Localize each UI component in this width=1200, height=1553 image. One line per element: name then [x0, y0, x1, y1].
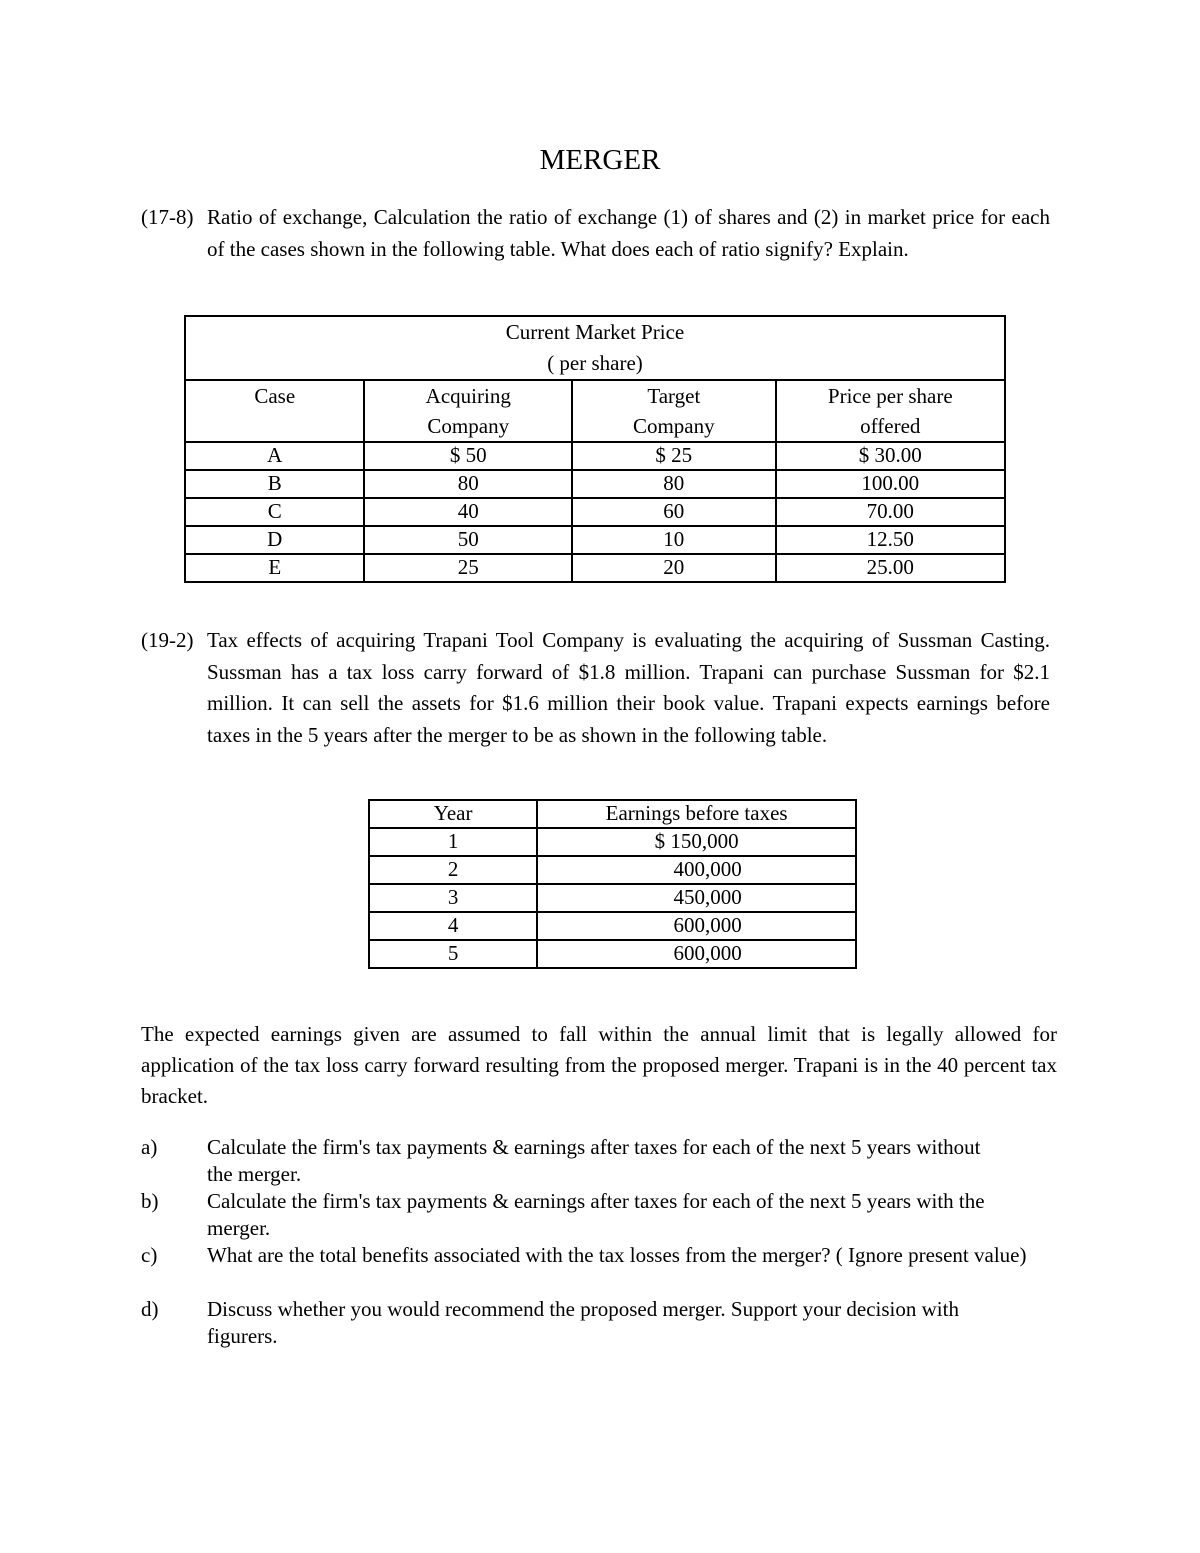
table-cell: 80 [364, 470, 572, 498]
table-cell: 10 [572, 526, 776, 554]
table-cell: 50 [364, 526, 572, 554]
header-line: Target [647, 384, 701, 408]
table-group-header [185, 316, 1005, 380]
table-row [369, 856, 856, 884]
table-cell: 2 [369, 856, 537, 884]
table-cell: 4 [369, 912, 537, 940]
table-cell: 20 [572, 554, 776, 582]
table-row [369, 912, 856, 940]
question-label: b) [141, 1189, 159, 1213]
table-cell: A [185, 442, 364, 470]
table-row [369, 828, 856, 856]
earnings-table [368, 799, 857, 969]
table-cell: 40 [364, 498, 572, 526]
table-cell: C [185, 498, 364, 526]
question-d [141, 1296, 1041, 1350]
table-cell: 5 [369, 940, 537, 968]
column-header: Earnings before taxes [537, 800, 856, 828]
group-header-line2: ( per share) [547, 351, 643, 375]
problem-number: (17-8) [141, 205, 194, 229]
table-cell: 100.00 [776, 470, 1005, 498]
table-cell: D [185, 526, 364, 554]
question-text: Calculate the firm's tax payments & earnings after taxes for each of the next 5 years with the merger. [207, 1189, 985, 1240]
table-cell: 25 [364, 554, 572, 582]
market-price-table [184, 315, 1006, 583]
table-row [369, 884, 856, 912]
table-cell: 600,000 [537, 912, 856, 940]
table-cell: 3 [369, 884, 537, 912]
column-header: Year [369, 800, 537, 828]
table-cell: 1 [369, 828, 537, 856]
header-line: Company [632, 414, 715, 438]
header-line: Company [427, 414, 510, 438]
table-cell: $ 150,000 [537, 828, 856, 856]
problem-text: Ratio of exchange, Calculation the ratio of exchange (1) of shares and (2) in market price for each of the cases shown in the following table. What does each of ratio signify? Explain. [207, 205, 1050, 261]
table-cell: $ 30.00 [776, 442, 1005, 470]
problem-19-2 [141, 625, 1050, 751]
table-header-row [185, 380, 1005, 442]
column-header [185, 380, 364, 442]
table-cell: $ 50 [364, 442, 572, 470]
table-cell: 400,000 [537, 856, 856, 884]
table-cell: 600,000 [537, 940, 856, 968]
table-row [185, 470, 1005, 498]
table-cell: $ 25 [572, 442, 776, 470]
problem-number: (19-2) [141, 628, 194, 652]
header-line: Case [254, 384, 296, 408]
column-header [572, 380, 776, 442]
question-label: c) [141, 1243, 158, 1267]
table-header-row [369, 800, 856, 828]
table-row [369, 940, 856, 968]
problem-17-8 [141, 202, 1050, 265]
table-row [185, 498, 1005, 526]
table-cell: 12.50 [776, 526, 1005, 554]
column-header [364, 380, 572, 442]
group-header-line1: Current Market Price [505, 320, 685, 344]
column-header [776, 380, 1005, 442]
table-row [185, 554, 1005, 582]
table-cell: E [185, 554, 364, 582]
question-a [141, 1134, 1041, 1188]
header-line: Price per share [827, 384, 953, 408]
table-cell: 80 [572, 470, 776, 498]
table-cell: 70.00 [776, 498, 1005, 526]
table-cell: 450,000 [537, 884, 856, 912]
header-line: Acquiring [425, 384, 511, 408]
table-cell: 60 [572, 498, 776, 526]
question-label: a) [141, 1135, 158, 1159]
question-text: Calculate the firm's tax payments & earnings after taxes for each of the next 5 years without the merger. [207, 1135, 981, 1186]
question-text: What are the total benefits associated with the tax losses from the merger? ( Ignore present value) [207, 1243, 1027, 1267]
table-cell: 25.00 [776, 554, 1005, 582]
table-cell: B [185, 470, 364, 498]
problem-text: Tax effects of acquiring Trapani Tool Company is evaluating the acquiring of Sussman Casting. Sussman has a tax loss carry forward of $1.8 million. Trapani can purchase Sussman for $2.1 million. It can sell the assets for $1.6 million their book value. Trapani expects earnings before taxes in the 5 years after the merger to be as shown in the following table. [207, 628, 1050, 747]
page-title: MERGER [539, 144, 661, 176]
table-row [185, 442, 1005, 470]
question-text: Discuss whether you would recommend the proposed merger. Support your decision with figurers. [207, 1297, 959, 1348]
header-line: offered [860, 414, 921, 438]
question-c [141, 1242, 1041, 1269]
context-paragraph: The expected earnings given are assumed to fall within the annual limit that is legally allowed for application of the tax loss carry forward resulting from the proposed merger. Trapani is in the 40 percent tax bracket. [141, 1022, 1057, 1108]
question-b [141, 1188, 1041, 1242]
table-row [185, 526, 1005, 554]
question-label: d) [141, 1297, 159, 1321]
